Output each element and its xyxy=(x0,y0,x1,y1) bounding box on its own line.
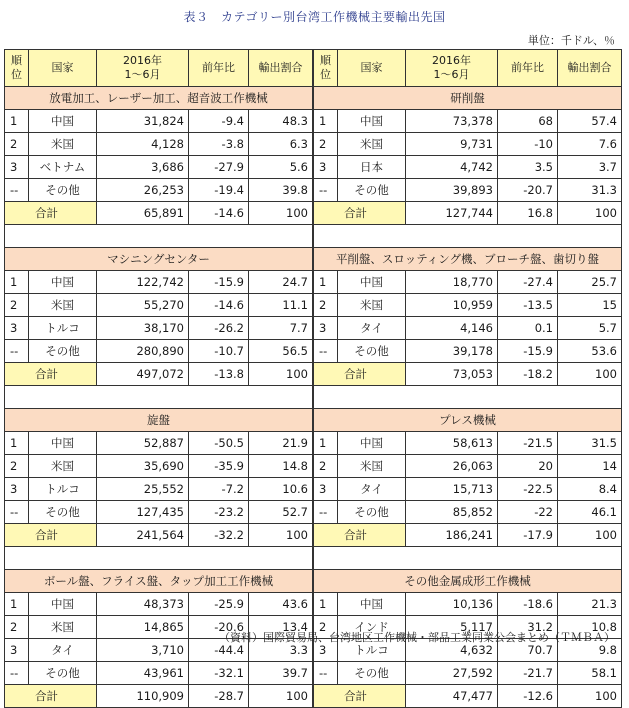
yoy-cell: -25.9 xyxy=(189,593,249,616)
country-cell: 中国 xyxy=(29,271,97,294)
category-row xyxy=(314,570,622,593)
rank-header: 順 位 xyxy=(5,50,29,87)
total-value: 497,072 xyxy=(97,363,189,386)
value-cell: 4,742 xyxy=(406,156,498,179)
table-row xyxy=(5,593,313,616)
section-spacer xyxy=(5,386,313,409)
total-row xyxy=(5,524,313,547)
share-cell: 5.6 xyxy=(249,156,313,179)
share-cell: 53.6 xyxy=(558,340,622,363)
share-cell: 24.7 xyxy=(249,271,313,294)
category-row xyxy=(5,87,313,110)
rank-cell: 2 xyxy=(314,616,338,639)
category-row xyxy=(5,409,313,432)
table-row xyxy=(5,478,313,501)
country-cell: タイ xyxy=(338,317,406,340)
rank-cell: 3 xyxy=(5,639,29,662)
total-value: 65,891 xyxy=(97,202,189,225)
total-row xyxy=(5,202,313,225)
rank-cell: 1 xyxy=(5,110,29,133)
value-cell: 39,178 xyxy=(406,340,498,363)
country-cell: トルコ xyxy=(338,639,406,662)
spacer-cell xyxy=(5,225,313,248)
share-cell: 3.3 xyxy=(249,639,313,662)
country-cell: 中国 xyxy=(338,271,406,294)
value-cell: 26,063 xyxy=(406,455,498,478)
rank-cell: -- xyxy=(314,662,338,685)
table-row xyxy=(5,179,313,202)
yoy-cell: -44.4 xyxy=(189,639,249,662)
yoy-cell: -22 xyxy=(498,501,558,524)
rank-cell: -- xyxy=(5,340,29,363)
period-header: 2016年 1～6月 xyxy=(406,50,498,87)
share-cell: 14 xyxy=(558,455,622,478)
value-cell: 15,713 xyxy=(406,478,498,501)
rank-cell: -- xyxy=(5,179,29,202)
share-cell: 10.6 xyxy=(249,478,313,501)
share-cell: 52.7 xyxy=(249,501,313,524)
yoy-cell: -10 xyxy=(498,133,558,156)
value-cell: 25,552 xyxy=(97,478,189,501)
spacer-cell xyxy=(5,386,313,409)
table-row xyxy=(5,662,313,685)
value-cell: 127,435 xyxy=(97,501,189,524)
total-share: 100 xyxy=(558,202,622,225)
share-cell: 57.4 xyxy=(558,110,622,133)
rank-cell: 3 xyxy=(314,639,338,662)
spacer-cell xyxy=(314,386,622,409)
rank-cell: 2 xyxy=(314,133,338,156)
yoy-cell: 3.5 xyxy=(498,156,558,179)
total-share: 100 xyxy=(558,685,622,708)
value-cell: 10,136 xyxy=(406,593,498,616)
yoy-cell: -27.4 xyxy=(498,271,558,294)
page-title: 表３ カテゴリー別台湾工作機械主要輸出先国 xyxy=(183,10,446,24)
country-cell: その他 xyxy=(338,179,406,202)
rank-cell: 2 xyxy=(5,455,29,478)
country-cell: 中国 xyxy=(29,432,97,455)
rank-cell: 3 xyxy=(5,156,29,179)
spacer-cell xyxy=(314,225,622,248)
yoy-cell: 0.1 xyxy=(498,317,558,340)
total-share: 100 xyxy=(249,524,313,547)
table-row xyxy=(314,294,622,317)
share-cell: 7.6 xyxy=(558,133,622,156)
section-spacer xyxy=(314,386,622,409)
total-value: 186,241 xyxy=(406,524,498,547)
header-row xyxy=(5,50,313,87)
value-cell: 3,686 xyxy=(97,156,189,179)
total-row xyxy=(5,685,313,708)
total-share: 100 xyxy=(558,363,622,386)
rank-cell: 2 xyxy=(314,455,338,478)
country-cell: 中国 xyxy=(338,593,406,616)
table-row xyxy=(5,501,313,524)
rank-cell: -- xyxy=(314,340,338,363)
value-cell: 122,742 xyxy=(97,271,189,294)
country-cell: その他 xyxy=(29,179,97,202)
table-row xyxy=(5,110,313,133)
section-spacer xyxy=(314,225,622,248)
yoy-cell: -3.8 xyxy=(189,133,249,156)
category-row xyxy=(314,248,622,271)
yoy-cell: -21.7 xyxy=(498,662,558,685)
rank-cell: 1 xyxy=(314,432,338,455)
rank-cell: -- xyxy=(5,501,29,524)
country-cell: その他 xyxy=(29,340,97,363)
value-cell: 39,893 xyxy=(406,179,498,202)
yoy-cell: -18.6 xyxy=(498,593,558,616)
rank-cell: 1 xyxy=(5,271,29,294)
country-header: 国家 xyxy=(338,50,406,87)
rank-cell: 3 xyxy=(314,156,338,179)
yoy-cell: 68 xyxy=(498,110,558,133)
total-value: 73,053 xyxy=(406,363,498,386)
total-share: 100 xyxy=(558,524,622,547)
country-cell: 米国 xyxy=(338,455,406,478)
value-cell: 10,959 xyxy=(406,294,498,317)
country-cell: 中国 xyxy=(29,593,97,616)
total-yoy: -32.2 xyxy=(189,524,249,547)
value-cell: 58,613 xyxy=(406,432,498,455)
share-cell: 21.9 xyxy=(249,432,313,455)
country-cell: その他 xyxy=(338,501,406,524)
table-row xyxy=(314,593,622,616)
share-cell: 10.8 xyxy=(558,616,622,639)
yoy-cell: -50.5 xyxy=(189,432,249,455)
period-header: 2016年 1～6月 xyxy=(97,50,189,87)
country-cell: その他 xyxy=(29,662,97,685)
share-cell: 46.1 xyxy=(558,501,622,524)
share-cell: 5.7 xyxy=(558,317,622,340)
yoy-cell: -13.5 xyxy=(498,294,558,317)
category-name: 研削盤 xyxy=(314,87,622,110)
rank-cell: 2 xyxy=(5,133,29,156)
left-table xyxy=(4,49,313,708)
yoy-cell: 70.7 xyxy=(498,639,558,662)
share-cell: 14.8 xyxy=(249,455,313,478)
value-cell: 52,887 xyxy=(97,432,189,455)
yoy-cell: -15.9 xyxy=(498,340,558,363)
table-row xyxy=(314,110,622,133)
category-row xyxy=(314,409,622,432)
unit-label: 単位：千ドル、％ xyxy=(527,34,615,47)
table-row xyxy=(5,156,313,179)
total-yoy: 16.8 xyxy=(498,202,558,225)
rank-cell: 3 xyxy=(5,478,29,501)
table-row xyxy=(5,340,313,363)
share-cell: 39.8 xyxy=(249,179,313,202)
country-cell: 米国 xyxy=(338,133,406,156)
total-row xyxy=(314,202,622,225)
total-row xyxy=(314,524,622,547)
country-cell: 米国 xyxy=(29,616,97,639)
yoy-cell: -35.9 xyxy=(189,455,249,478)
share-cell: 48.3 xyxy=(249,110,313,133)
total-label: 合計 xyxy=(5,524,97,547)
table-row xyxy=(5,133,313,156)
total-label: 合計 xyxy=(314,363,406,386)
table-row xyxy=(5,294,313,317)
rank-cell: 2 xyxy=(5,294,29,317)
country-cell: タイ xyxy=(29,639,97,662)
rank-cell: 1 xyxy=(314,271,338,294)
country-cell: 米国 xyxy=(338,294,406,317)
value-cell: 55,270 xyxy=(97,294,189,317)
total-label: 合計 xyxy=(5,363,97,386)
share-header: 輸出割合 xyxy=(558,50,622,87)
country-cell: トルコ xyxy=(29,478,97,501)
value-cell: 26,253 xyxy=(97,179,189,202)
total-yoy: -18.2 xyxy=(498,363,558,386)
yoy-cell: -26.2 xyxy=(189,317,249,340)
yoy-cell: -7.2 xyxy=(189,478,249,501)
share-cell: 7.7 xyxy=(249,317,313,340)
total-label: 合計 xyxy=(314,524,406,547)
value-cell: 3,710 xyxy=(97,639,189,662)
total-label: 合計 xyxy=(5,202,97,225)
share-cell: 58.1 xyxy=(558,662,622,685)
yoy-cell: 31.2 xyxy=(498,616,558,639)
share-cell: 21.3 xyxy=(558,593,622,616)
country-cell: 中国 xyxy=(338,110,406,133)
yoy-cell: -20.6 xyxy=(189,616,249,639)
total-share: 100 xyxy=(249,363,313,386)
table-row xyxy=(5,317,313,340)
share-cell: 8.4 xyxy=(558,478,622,501)
table-row xyxy=(314,501,622,524)
value-cell: 73,378 xyxy=(406,110,498,133)
category-row xyxy=(314,87,622,110)
table-row xyxy=(314,340,622,363)
share-cell: 11.1 xyxy=(249,294,313,317)
total-share: 100 xyxy=(249,202,313,225)
country-cell: 米国 xyxy=(29,455,97,478)
value-cell: 85,852 xyxy=(406,501,498,524)
total-value: 127,744 xyxy=(406,202,498,225)
share-cell: 39.7 xyxy=(249,662,313,685)
total-yoy: -13.8 xyxy=(189,363,249,386)
value-cell: 38,170 xyxy=(97,317,189,340)
share-cell: 31.5 xyxy=(558,432,622,455)
rank-cell: -- xyxy=(314,179,338,202)
category-name: その他金属成形工作機械 xyxy=(314,570,622,593)
category-name: ボール盤、フライス盤、タップ加工工作機械 xyxy=(5,570,313,593)
rank-cell: 1 xyxy=(314,110,338,133)
country-cell: 中国 xyxy=(29,110,97,133)
spacer-cell xyxy=(5,547,313,570)
total-value: 110,909 xyxy=(97,685,189,708)
total-yoy: -12.6 xyxy=(498,685,558,708)
yoy-header: 前年比 xyxy=(189,50,249,87)
table-row xyxy=(314,133,622,156)
total-yoy: -17.9 xyxy=(498,524,558,547)
total-yoy: -28.7 xyxy=(189,685,249,708)
share-cell: 15 xyxy=(558,294,622,317)
share-cell: 31.3 xyxy=(558,179,622,202)
yoy-cell: -9.4 xyxy=(189,110,249,133)
share-cell: 6.3 xyxy=(249,133,313,156)
table-row xyxy=(314,455,622,478)
category-name: 放電加工、レーザー加工、超音波工作機械 xyxy=(5,87,313,110)
yoy-cell: -27.9 xyxy=(189,156,249,179)
share-cell: 43.6 xyxy=(249,593,313,616)
total-row xyxy=(314,363,622,386)
rank-cell: -- xyxy=(5,662,29,685)
country-cell: トルコ xyxy=(29,317,97,340)
table-row xyxy=(314,271,622,294)
value-cell: 4,128 xyxy=(97,133,189,156)
yoy-cell: -32.1 xyxy=(189,662,249,685)
share-cell: 3.7 xyxy=(558,156,622,179)
rank-cell: 2 xyxy=(5,616,29,639)
source-note: （資料）国際貿易局、台湾地区工作機械・部品工業同業公会まとめ（ＴＭＢＡ） xyxy=(219,631,615,644)
category-row xyxy=(5,248,313,271)
country-cell: その他 xyxy=(338,340,406,363)
category-name: マシニングセンター xyxy=(5,248,313,271)
share-cell: 56.5 xyxy=(249,340,313,363)
category-row xyxy=(5,570,313,593)
category-name: プレス機械 xyxy=(314,409,622,432)
table-row xyxy=(314,179,622,202)
yoy-cell: 20 xyxy=(498,455,558,478)
table-row xyxy=(5,455,313,478)
total-value: 241,564 xyxy=(97,524,189,547)
value-cell: 31,824 xyxy=(97,110,189,133)
country-header: 国家 xyxy=(29,50,97,87)
rank-cell: 1 xyxy=(5,593,29,616)
value-cell: 48,373 xyxy=(97,593,189,616)
value-cell: 9,731 xyxy=(406,133,498,156)
value-cell: 27,592 xyxy=(406,662,498,685)
country-cell: ベトナム xyxy=(29,156,97,179)
country-cell: その他 xyxy=(338,662,406,685)
table-row xyxy=(5,432,313,455)
value-cell: 4,146 xyxy=(406,317,498,340)
share-cell: 9.8 xyxy=(558,639,622,662)
total-label: 合計 xyxy=(314,685,406,708)
share-header: 輸出割合 xyxy=(249,50,313,87)
value-cell: 280,890 xyxy=(97,340,189,363)
header-row xyxy=(314,50,622,87)
table-row xyxy=(5,271,313,294)
rank-cell: 3 xyxy=(314,478,338,501)
spacer-cell xyxy=(314,547,622,570)
total-label: 合計 xyxy=(5,685,97,708)
yoy-cell: -14.6 xyxy=(189,294,249,317)
yoy-cell: -21.5 xyxy=(498,432,558,455)
table-row xyxy=(314,662,622,685)
total-row xyxy=(5,363,313,386)
country-cell: 中国 xyxy=(338,432,406,455)
export-tables xyxy=(4,49,620,708)
country-cell: 米国 xyxy=(29,294,97,317)
table-row xyxy=(314,478,622,501)
yoy-cell: -10.7 xyxy=(189,340,249,363)
total-yoy: -14.6 xyxy=(189,202,249,225)
share-cell: 13.4 xyxy=(249,616,313,639)
rank-cell: 3 xyxy=(5,317,29,340)
value-cell: 4,632 xyxy=(406,639,498,662)
section-spacer xyxy=(5,225,313,248)
rank-cell: 2 xyxy=(314,294,338,317)
rank-header: 順 位 xyxy=(314,50,338,87)
value-cell: 43,961 xyxy=(97,662,189,685)
category-name: 旋盤 xyxy=(5,409,313,432)
yoy-header: 前年比 xyxy=(498,50,558,87)
table-row xyxy=(314,317,622,340)
value-cell: 14,865 xyxy=(97,616,189,639)
country-cell: 日本 xyxy=(338,156,406,179)
yoy-cell: -15.9 xyxy=(189,271,249,294)
country-cell: その他 xyxy=(29,501,97,524)
rank-cell: -- xyxy=(314,501,338,524)
total-share: 100 xyxy=(249,685,313,708)
value-cell: 18,770 xyxy=(406,271,498,294)
section-spacer xyxy=(5,547,313,570)
total-label: 合計 xyxy=(314,202,406,225)
share-cell: 25.7 xyxy=(558,271,622,294)
country-cell: 米国 xyxy=(29,133,97,156)
yoy-cell: -23.2 xyxy=(189,501,249,524)
yoy-cell: -22.5 xyxy=(498,478,558,501)
total-row xyxy=(314,685,622,708)
right-table xyxy=(313,49,622,708)
rank-cell: 3 xyxy=(314,317,338,340)
table-row xyxy=(314,156,622,179)
table-row xyxy=(314,432,622,455)
country-cell: タイ xyxy=(338,478,406,501)
yoy-cell: -20.7 xyxy=(498,179,558,202)
category-name: 平削盤、スロッティング機、ブローチ盤、歯切り盤 xyxy=(314,248,622,271)
yoy-cell: -19.4 xyxy=(189,179,249,202)
rank-cell: 1 xyxy=(314,593,338,616)
value-cell: 5,117 xyxy=(406,616,498,639)
rank-cell: 1 xyxy=(5,432,29,455)
country-cell: インド xyxy=(338,616,406,639)
value-cell: 35,690 xyxy=(97,455,189,478)
total-value: 47,477 xyxy=(406,685,498,708)
section-spacer xyxy=(314,547,622,570)
